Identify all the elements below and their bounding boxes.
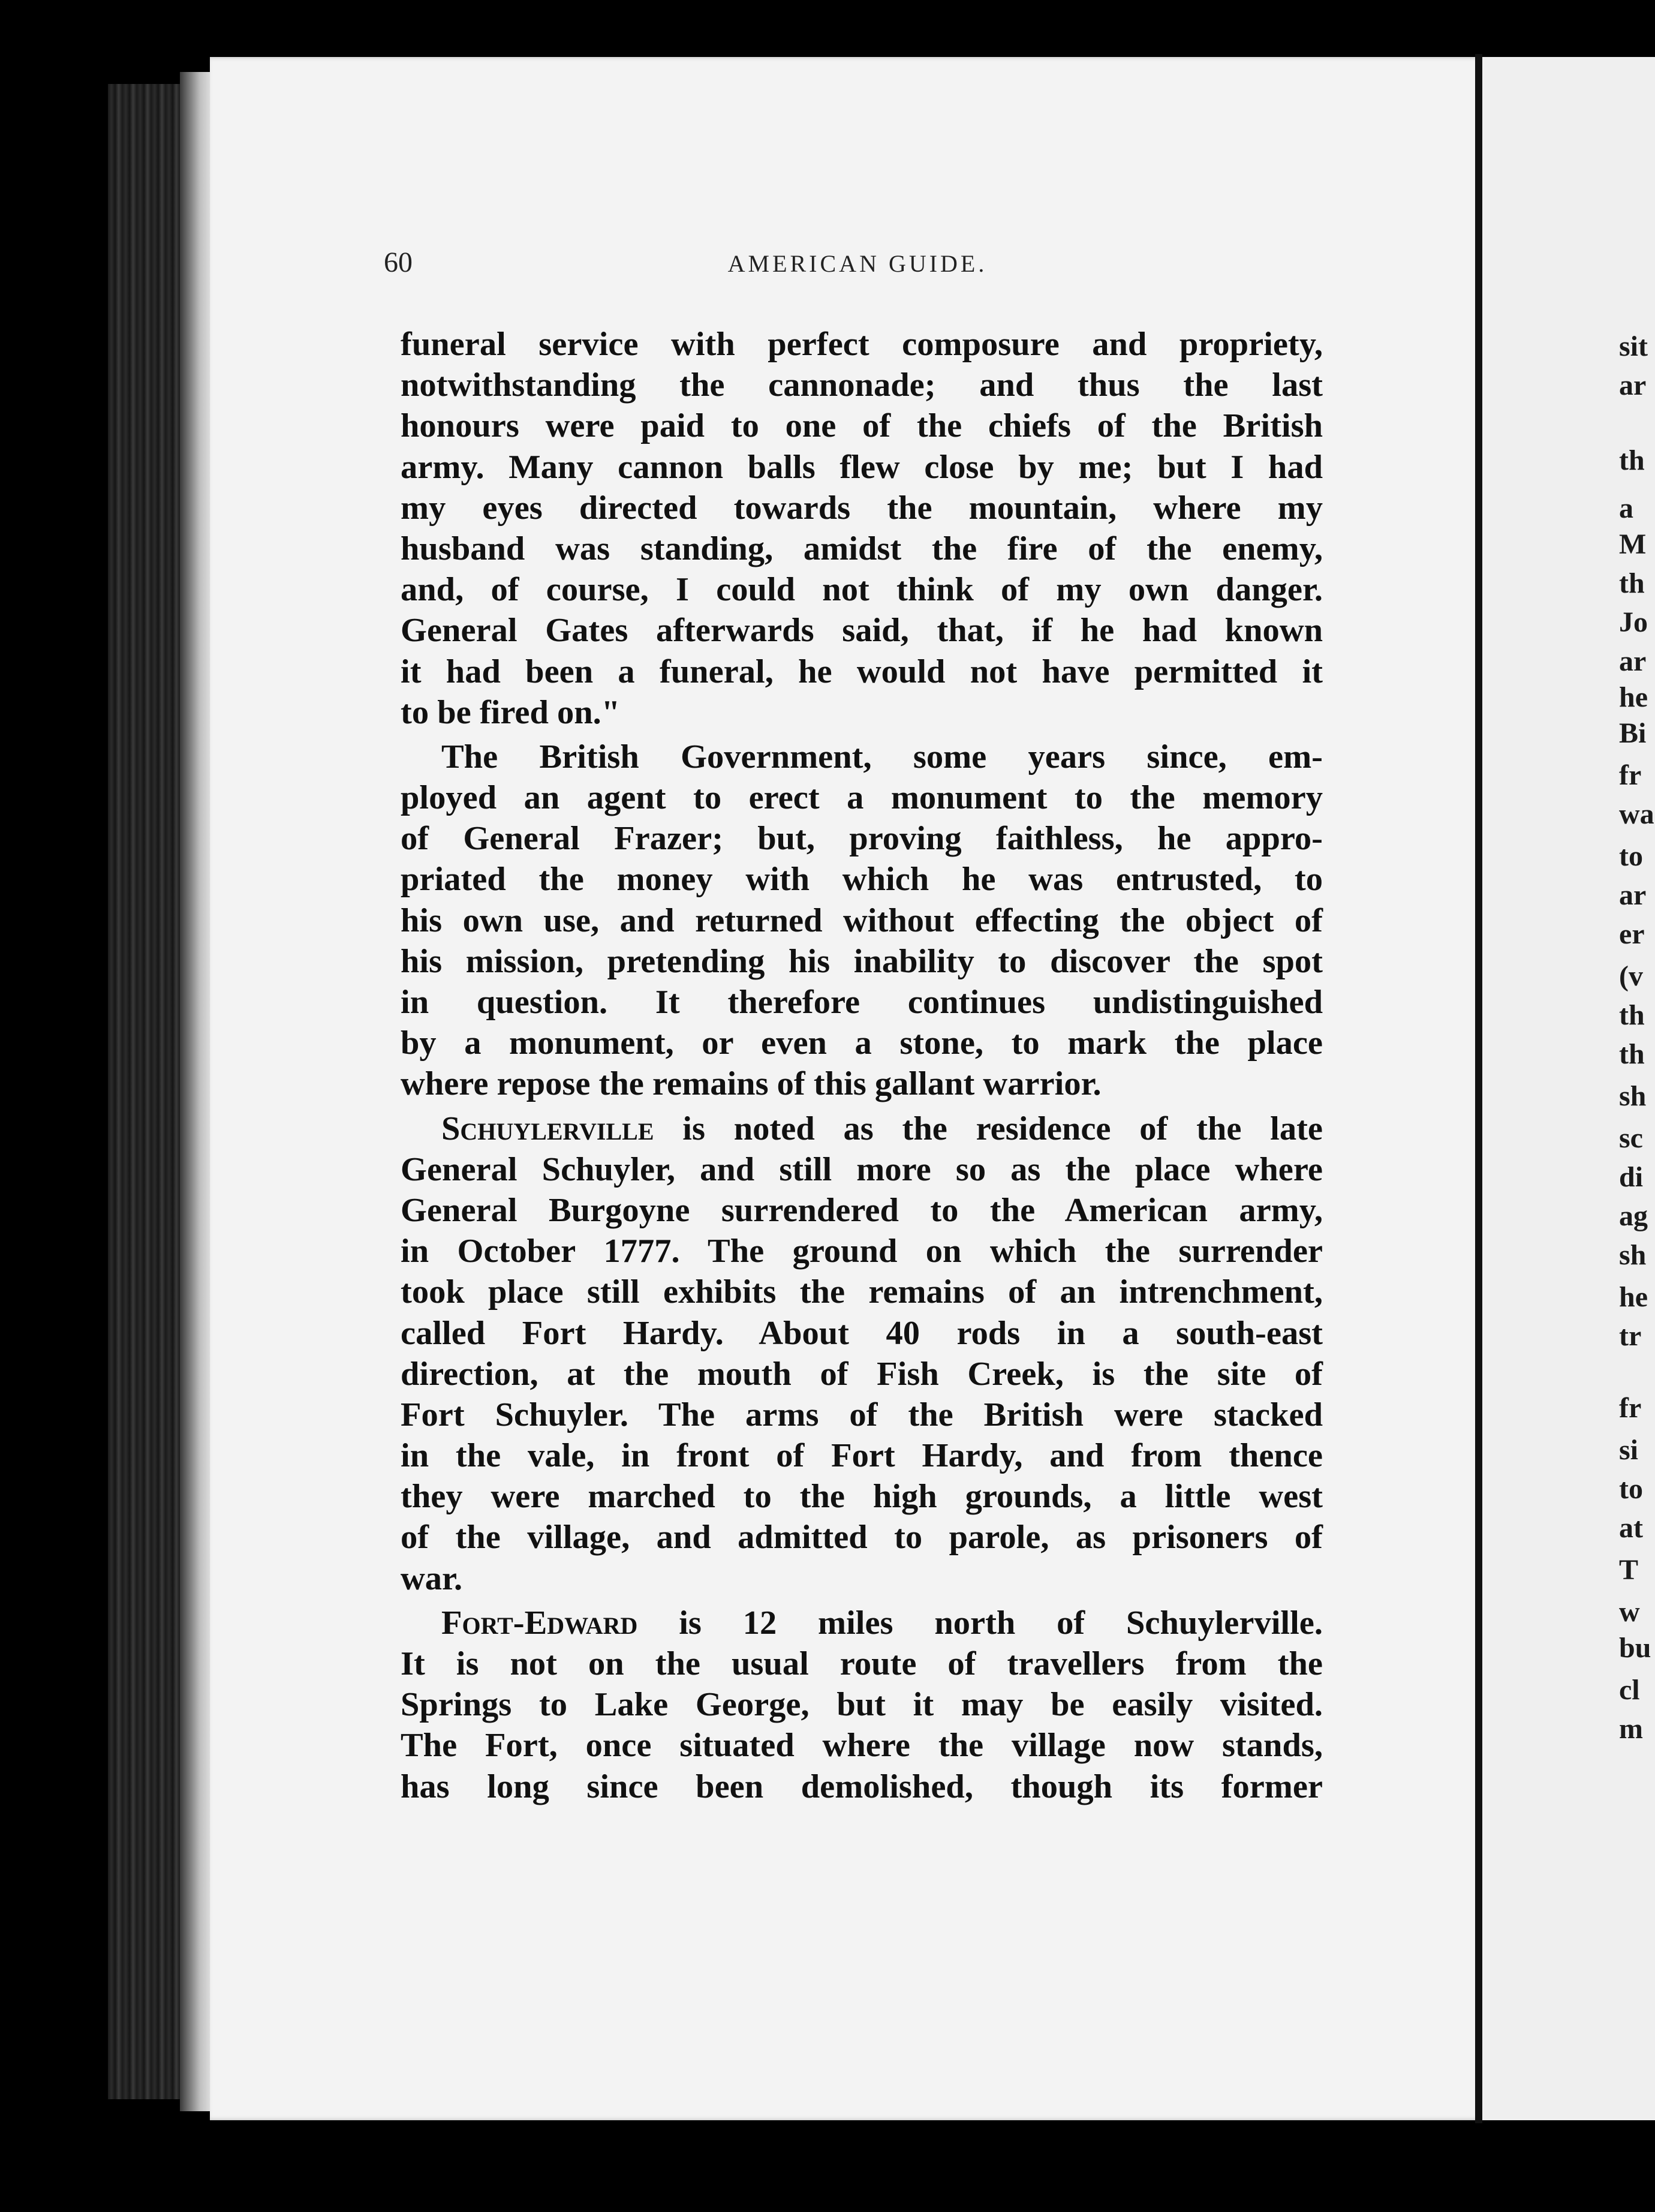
facing-page-fragment: fr	[1619, 759, 1642, 791]
text-line-content: war.	[401, 1559, 463, 1597]
text-line-content: has long since been demolished, though its former	[401, 1768, 1323, 1805]
text-line	[401, 1725, 1323, 1766]
small-caps-place-name: Fort-Edward	[441, 1604, 638, 1642]
text-line-content: General Schuyler, and still more so as the place where	[401, 1150, 1323, 1188]
text-line-content: It is not on the usual route of travellers from the	[401, 1645, 1323, 1682]
facing-page-fragment: (v	[1619, 960, 1643, 992]
text-line	[401, 651, 1323, 692]
facing-page-fragment: sit	[1619, 330, 1648, 362]
facing-page-fragment: Jo	[1619, 606, 1648, 638]
facing-page-fragment: th	[1619, 1038, 1645, 1070]
text-line	[401, 1108, 1323, 1149]
text-line	[401, 1517, 1323, 1558]
text-line-content: in question. It therefore continues undistinguished	[401, 984, 1323, 1021]
facing-page-fragment: a	[1619, 492, 1633, 524]
text-line	[401, 365, 1323, 405]
facing-page-fragment: ag	[1619, 1200, 1648, 1232]
text-line-content: called Fort Hardy. About 40 rods in a south-east	[401, 1314, 1323, 1352]
text-line	[401, 1272, 1323, 1312]
facing-page-fragment: he	[1619, 681, 1648, 713]
text-line	[401, 1023, 1323, 1063]
page-header	[384, 246, 1331, 282]
facing-page-fragment: Bi	[1619, 717, 1647, 749]
text-line	[401, 1190, 1323, 1231]
facing-page-fragment: di	[1619, 1161, 1644, 1193]
text-line-content: priated the money with which he was entrusted, to	[401, 861, 1323, 898]
text-line	[401, 692, 1323, 733]
facing-page-fragment: ar	[1619, 879, 1647, 911]
facing-page-fragment: to	[1619, 1473, 1643, 1505]
facing-page-fragment: cl	[1619, 1674, 1640, 1706]
text-line-content: of the village, and admitted to parole, as prisoners of	[401, 1519, 1323, 1556]
text-line	[401, 1394, 1323, 1435]
text-line-content: his own use, and returned without effecting the object of	[401, 901, 1323, 939]
text-line	[401, 777, 1323, 818]
text-line-content: and, of course, I could not think of my own danger.	[401, 571, 1323, 609]
text-line-content: The Fort, once situated where the village now stands,	[401, 1727, 1323, 1765]
facing-page-fragment: si	[1619, 1434, 1639, 1466]
text-line-content: General Burgoyne surrendered to the American army,	[401, 1191, 1323, 1229]
text-line	[401, 859, 1323, 900]
page-edge-highlight	[180, 72, 213, 2111]
running-head: AMERICAN GUIDE.	[727, 250, 988, 277]
text-line	[401, 737, 1323, 777]
text-line	[401, 1313, 1323, 1354]
facing-page-fragment: er	[1619, 918, 1645, 950]
text-line	[401, 1354, 1323, 1394]
text-line	[401, 1149, 1323, 1190]
facing-page-fragment: fr	[1619, 1392, 1642, 1424]
text-line-content: in October 1777. The ground on which the surrender	[401, 1233, 1323, 1270]
facing-page-fragment: th	[1619, 567, 1645, 599]
text-line-content: is noted as the residence of the late	[654, 1110, 1323, 1147]
text-line-content: direction, at the mouth of Fish Creek, is the site of	[401, 1355, 1323, 1393]
facing-page-fragment: m	[1619, 1713, 1643, 1745]
text-line	[401, 941, 1323, 982]
text-line	[401, 1476, 1323, 1517]
text-line	[401, 324, 1323, 365]
text-line	[401, 447, 1323, 488]
text-line-content: his mission, pretending his inability to discover the spot	[401, 942, 1323, 980]
text-line-content: took place still exhibits the remains of an intrenchment,	[401, 1273, 1323, 1311]
text-line-content: where repose the remains of this gallant warrior.	[401, 1065, 1102, 1103]
facing-page-fragment: th	[1619, 999, 1645, 1031]
facing-page-fragment: he	[1619, 1281, 1648, 1313]
facing-page-fragment: sh	[1619, 1239, 1647, 1271]
text-line-content: honours were paid to one of the chiefs of the British	[401, 407, 1323, 445]
body-text	[401, 324, 1323, 1807]
text-line	[401, 900, 1323, 941]
text-line	[401, 1603, 1323, 1643]
facing-page-fragment: at	[1619, 1512, 1643, 1544]
text-line-content: Fort Schuyler. The arms of the British were stacked	[401, 1396, 1323, 1433]
text-line-content: my eyes directed towards the mountain, where my	[401, 489, 1323, 527]
facing-page-fragment: sc	[1619, 1122, 1643, 1154]
text-line	[401, 1558, 1323, 1599]
facing-page-fragment: w	[1619, 1596, 1640, 1628]
text-line	[401, 1063, 1323, 1104]
text-line	[401, 610, 1323, 651]
text-line	[401, 1643, 1323, 1684]
text-line	[401, 1766, 1323, 1807]
text-line-content: to be fired on."	[401, 693, 621, 731]
text-line-content: notwithstanding the cannonade; and thus the last	[401, 366, 1323, 404]
facing-page-fragment: tr	[1619, 1320, 1642, 1352]
text-line	[401, 528, 1323, 569]
facing-page-fragment: sh	[1619, 1080, 1647, 1112]
facing-page-fragment: M	[1619, 528, 1647, 560]
text-line-content: General Gates afterwards said, that, if he had known	[401, 612, 1323, 650]
text-line-content: it had been a funeral, he would not have permitted it	[401, 653, 1323, 690]
text-line	[401, 488, 1323, 528]
page-number: 60	[384, 247, 413, 278]
text-line	[401, 818, 1323, 859]
text-line-content: ployed an agent to erect a monument to the memory	[401, 779, 1323, 817]
text-line-content: army. Many cannon balls flew close by me; but I had	[401, 448, 1323, 486]
text-line-content: The British Government, some years since, em-	[441, 738, 1323, 776]
text-line-content: in the vale, in front of Fort Hardy, and from thence	[401, 1437, 1323, 1475]
text-line	[401, 405, 1323, 446]
facing-page-fragment: ar	[1619, 645, 1647, 677]
text-line	[401, 1231, 1323, 1272]
text-line	[401, 982, 1323, 1023]
text-line-content: husband was standing, amidst the fire of the enemy,	[401, 530, 1323, 567]
facing-page-fragment: to	[1619, 840, 1643, 872]
text-line	[401, 569, 1323, 610]
text-line	[401, 1684, 1323, 1725]
facing-page-fragment: th	[1619, 444, 1645, 476]
book-gutter	[1475, 54, 1482, 2123]
text-line-content: of General Frazer; but, proving faithless, he appro-	[401, 820, 1323, 858]
facing-page-fragment: wa	[1619, 798, 1654, 830]
text-line-content: Springs to Lake George, but it may be easily visited.	[401, 1686, 1323, 1724]
text-line-content: is 12 miles north of Schuylerville.	[637, 1604, 1323, 1642]
text-line-content: funeral service with perfect composure and propriety,	[401, 326, 1323, 363]
facing-page-fragment: bu	[1619, 1632, 1651, 1664]
text-line	[401, 1435, 1323, 1476]
text-line-content: by a monument, or even a stone, to mark the place	[401, 1024, 1323, 1062]
text-line-content: they were marched to the high grounds, a little west	[401, 1478, 1323, 1516]
facing-page-fragment: T	[1619, 1554, 1639, 1586]
facing-page-fragment: ar	[1619, 369, 1647, 401]
small-caps-place-name: Schuylerville	[441, 1110, 654, 1147]
